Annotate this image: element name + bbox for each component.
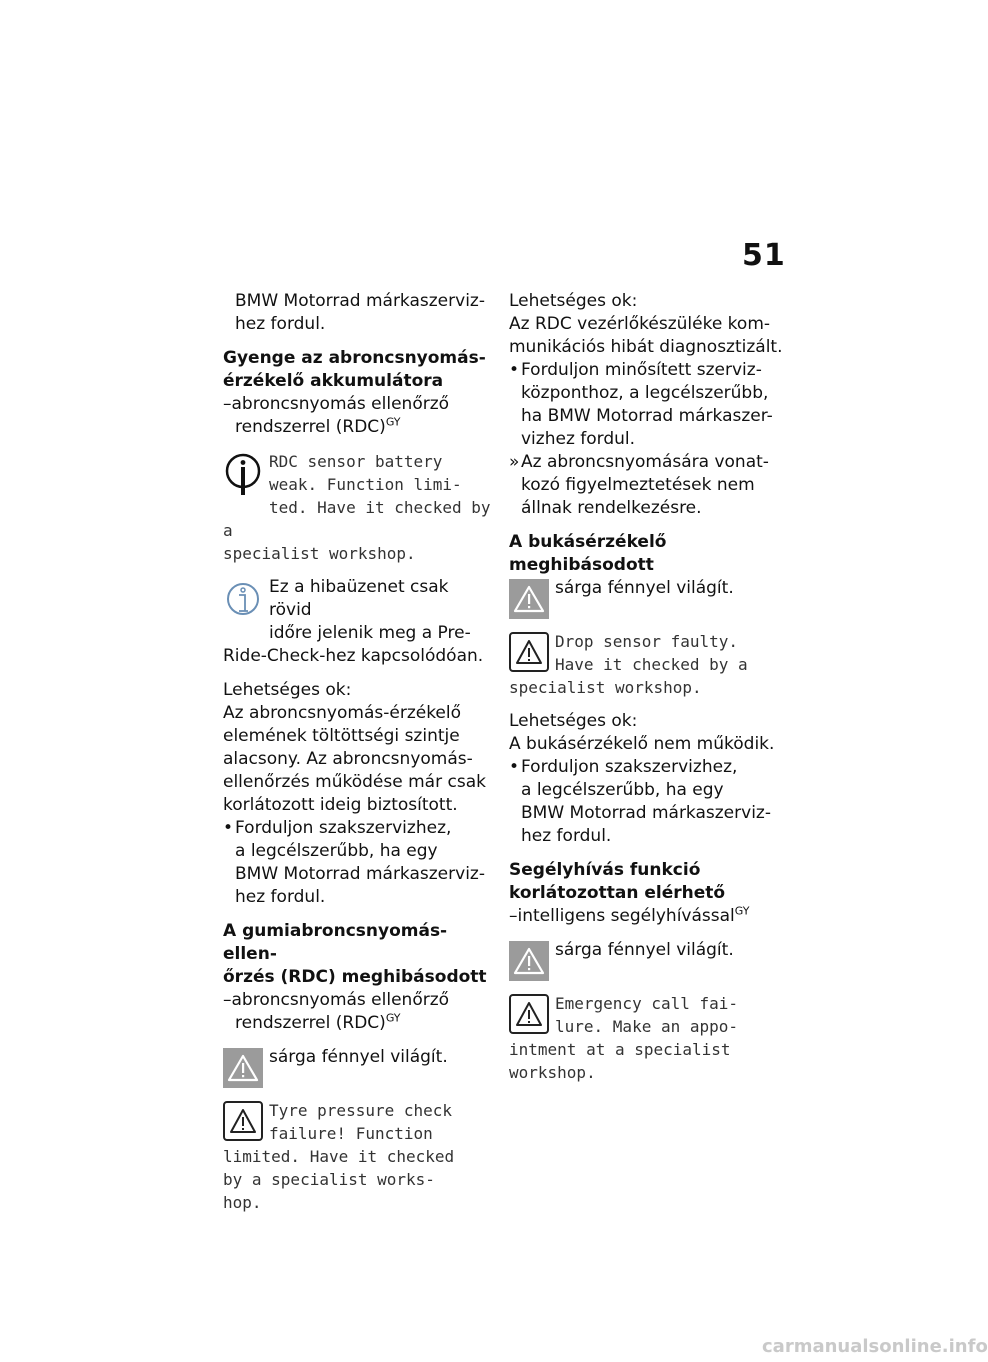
warning-triangle-outline-icon: [223, 1101, 263, 1141]
note-line: Ride-Check-hez kapcsolódóan.: [223, 646, 484, 666]
message-line: by a specialist works-: [223, 1170, 435, 1189]
message-line: hop.: [223, 1193, 262, 1212]
display-message-block: [509, 630, 789, 699]
footer-watermark[interactable]: carmanualsonline.info: [762, 1336, 988, 1357]
bullet-line: Forduljon szakszervizhez,: [235, 818, 452, 838]
note-line: Ez a hibaüzenet csak rövid: [269, 577, 449, 620]
continuation-line: BMW Motorrad márkaszerviz-: [235, 291, 485, 311]
section-heading: őrzés (RDC) meghibásodott: [223, 967, 487, 987]
section-heading: korlátozottan elérhető: [509, 883, 726, 903]
left-column: [223, 290, 495, 1214]
section-rdc-failure: [223, 920, 495, 1214]
display-message-block: [509, 992, 789, 1084]
condition-line: [509, 905, 789, 928]
warning-triangle-solid-icon: [223, 1048, 263, 1088]
bullet-line: a legcélszerűbb, ha egy: [235, 841, 438, 861]
warning-triangle-solid-icon: [509, 579, 549, 619]
display-message-block: [223, 1099, 495, 1214]
section-heading: Segélyhívás funkció: [509, 860, 701, 880]
lamp-text: sárga fénnyel világít.: [269, 1047, 448, 1067]
cause-line: elemének töltöttségi szintje: [223, 726, 460, 746]
result-line: Az abroncsnyomására vonat-: [521, 452, 769, 472]
result-line: állnak rendelkezésre.: [521, 498, 702, 518]
lamp-block: [223, 1046, 495, 1088]
bullet-line: központhoz, a legcélszerűbb,: [521, 383, 769, 403]
bullet-line: ha BMW Motorrad márkaszer-: [521, 406, 773, 426]
lamp-text: sárga fénnyel világít.: [555, 940, 734, 960]
section-heading: Gyenge az abroncsnyomás-: [223, 348, 486, 368]
bullet-line: BMW Motorrad márkaszerviz-: [521, 803, 771, 823]
bullet-item: [223, 817, 495, 909]
bullet-line: hez fordul.: [235, 887, 326, 907]
condition-line: –abroncsnyomás ellenőrző: [223, 990, 450, 1010]
lamp-block: [509, 939, 789, 981]
message-line: specialist workshop.: [509, 678, 702, 697]
bullet-mark: •: [509, 757, 520, 777]
result-item: [509, 451, 789, 520]
cause-label: Lehetséges ok:: [509, 711, 638, 731]
message-line: limited. Have it checked: [223, 1147, 455, 1166]
message-line: failure! Function: [269, 1124, 433, 1143]
lamp-block: [509, 577, 789, 619]
warning-triangle-outline-icon: [509, 994, 549, 1034]
bullet-line: a legcélszerűbb, ha egy: [521, 780, 724, 800]
equipment-superscript: GY: [385, 1011, 401, 1025]
cause-line: Az RDC vezérlőkészüléke kom-: [509, 314, 771, 334]
section-heading: meghibásodott: [509, 555, 654, 575]
section-heading: A gumiabroncsnyomás-ellen-: [223, 921, 448, 964]
condition-text: rendszerrel (RDC): [235, 417, 386, 437]
info-i-icon: [223, 452, 263, 498]
message-line: Drop sensor faulty.: [555, 632, 739, 651]
bullet-mark: •: [509, 360, 520, 380]
display-message-block: [223, 450, 495, 565]
equipment-superscript: GY: [734, 904, 750, 918]
message-line: Have it checked by a: [555, 655, 748, 674]
arrow-mark: »: [509, 452, 520, 472]
message-line: lure. Make an appo-: [555, 1017, 739, 1036]
message-line: Tyre pressure check: [269, 1101, 453, 1120]
bullet-text: [521, 359, 789, 451]
message-line: weak. Function limi-: [269, 475, 462, 494]
condition-line: –abroncsnyomás ellenőrző: [223, 394, 450, 414]
cause-line: A bukásérzékelő nem működik.: [509, 734, 775, 754]
message-line: ted. Have it checked by a: [223, 498, 491, 540]
message-line: specialist workshop.: [223, 544, 416, 563]
section-heading: érzékelő akkumulátora: [223, 371, 444, 391]
message-line: RDC sensor battery: [269, 452, 443, 471]
section-drop-sensor: [509, 531, 789, 848]
cause-line: Az abroncsnyomás-érzékelő: [223, 703, 462, 723]
cause-label: Lehetséges ok:: [223, 680, 352, 700]
warning-triangle-outline-icon: [509, 632, 549, 672]
note-line: időre jelenik meg a Pre-: [269, 623, 471, 643]
condition-line: [223, 416, 495, 439]
result-text: [521, 451, 789, 520]
bullet-line: Forduljon minősített szerviz-: [521, 360, 762, 380]
continuation-line: hez fordul.: [235, 314, 326, 334]
condition-text: –intelligens segélyhívással: [509, 906, 735, 926]
page-number: 51: [742, 238, 786, 273]
equipment-superscript: GY: [385, 415, 401, 429]
result-line: kozó figyelmeztetések nem: [521, 475, 755, 495]
warning-triangle-solid-icon: [509, 941, 549, 981]
bullet-line: BMW Motorrad márkaszerviz-: [235, 864, 485, 884]
right-column: [509, 290, 789, 1084]
section-battery-weak: [223, 347, 495, 909]
bullet-text: [235, 817, 495, 909]
condition-line: [223, 1012, 495, 1035]
condition-text: rendszerrel (RDC): [235, 1013, 386, 1033]
cause-line: alacsony. Az abroncsnyomás-: [223, 749, 473, 769]
message-line: workshop.: [509, 1063, 596, 1082]
display-message: [223, 452, 491, 563]
bullet-line: Forduljon szakszervizhez,: [521, 757, 738, 777]
bullet-line: vizhez fordul.: [521, 429, 636, 449]
cause-line: munikációs hibát diagnosztizált.: [509, 337, 783, 357]
message-line: intment at a specialist: [509, 1040, 731, 1059]
bullet-text: [521, 756, 789, 848]
cause-label: Lehetséges ok:: [509, 291, 638, 311]
note-block: [223, 576, 495, 668]
section-emergency-call: [509, 859, 789, 1084]
bullet-mark: •: [223, 818, 234, 838]
section-heading: A bukásérzékelő: [509, 532, 667, 552]
cause-line: korlátozott ideig biztosított.: [223, 795, 458, 815]
info-outline-icon: [223, 578, 263, 624]
cause-line: ellenőrzés működése már csak: [223, 772, 486, 792]
message-line: Emergency call fai-: [555, 994, 739, 1013]
bullet-line: hez fordul.: [521, 826, 612, 846]
bullet-item: [509, 359, 789, 451]
bullet-item: [509, 756, 789, 848]
lamp-text: sárga fénnyel világít.: [555, 578, 734, 598]
